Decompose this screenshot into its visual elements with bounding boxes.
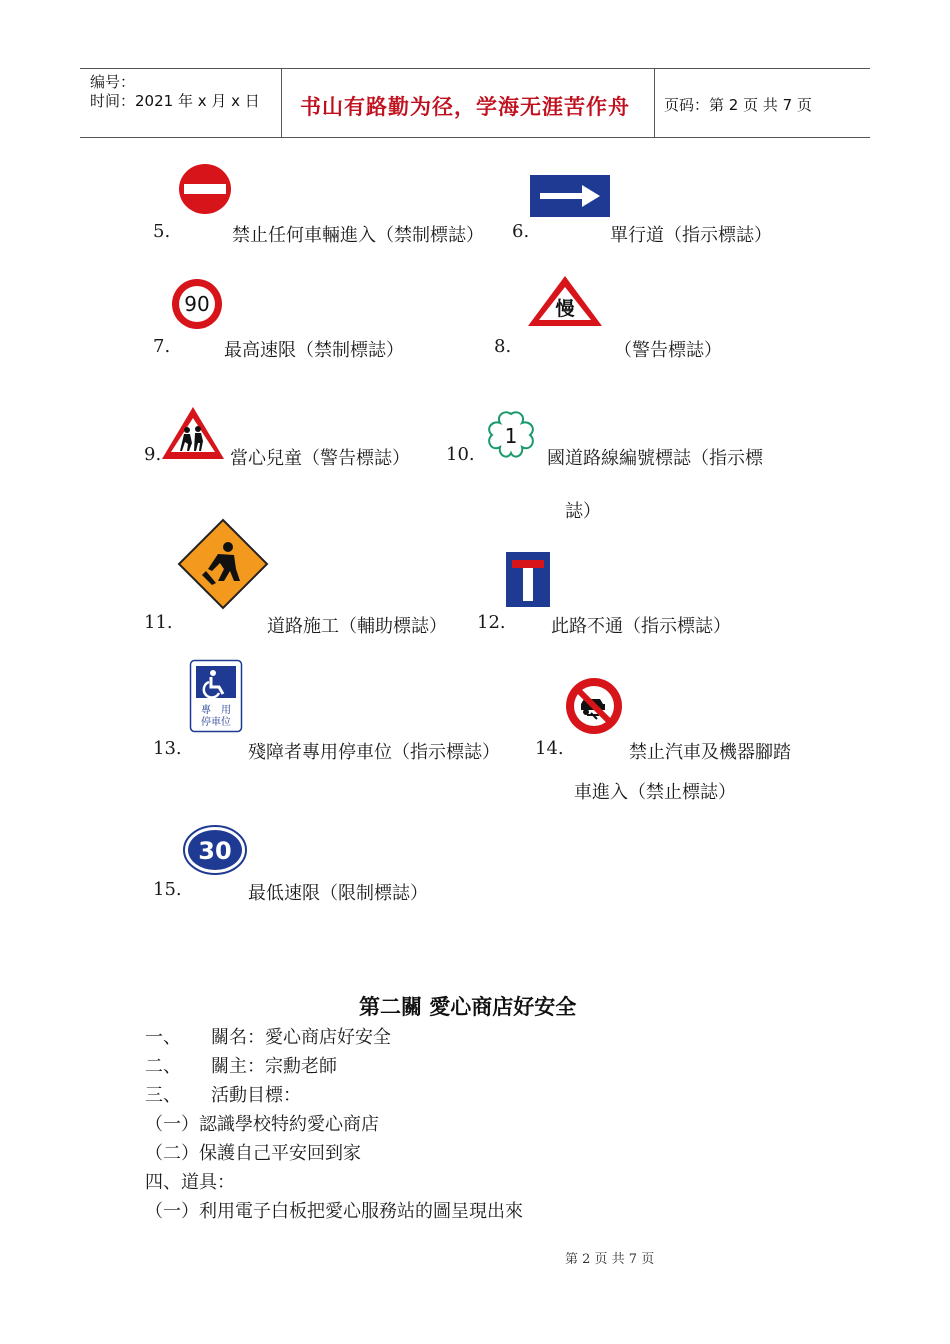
one-way-arrow-icon [530,175,610,217]
children-crossing-icon [160,405,226,461]
header-divider [281,69,282,137]
sign-number: 10. [446,444,475,465]
list-item: 關名：愛心商店好安全 [211,1027,391,1048]
sign-label: 禁止汽車及機器腳踏 [629,742,791,763]
slow-warning-icon [526,274,604,328]
header-divider [654,69,655,137]
list-item: （一）利用電子白板把愛心服務站的圖呈現出來 [145,1201,523,1222]
page-info: 页码：第 2 页 共 7 页 [664,96,812,114]
no-vehicles-icon [565,677,623,735]
date-label: 时间：2021 年 x 月 x 日 [90,92,260,110]
list-item: 活動目標： [211,1085,301,1106]
sign-number: 7. [153,336,171,357]
sign-label: 禁止任何車輛進入（禁制標誌） [232,225,484,246]
list-item: （二）保護自己平安回到家 [145,1143,361,1164]
sign-number: 15. [153,879,182,900]
sign-number: 12. [477,612,506,633]
sign-label-continued: 車進入（禁止標誌） [574,782,736,803]
svg-text:停車位: 停車位 [201,717,231,728]
sign-number: 8. [494,336,512,357]
list-item: 四、道具： [145,1172,235,1193]
svg-text:30: 30 [198,837,232,865]
list-item: 關主：宗勳老師 [211,1056,337,1077]
no-entry-icon [178,163,232,215]
list-item-prefix: 二、 [145,1056,181,1077]
list-item: （一）認識學校特約愛心商店 [145,1114,379,1135]
sign-label: 當心兒童（警告標誌） [230,448,410,469]
speed-limit-90-icon [171,278,223,330]
sign-label: 此路不通（指示標誌） [551,616,731,637]
sign-label: 最高速限（禁制標誌） [224,340,404,361]
section-title: 第二關 愛心商店好安全 [359,994,577,1019]
dead-end-icon [506,552,550,607]
national-route-flower-icon [484,410,538,460]
sign-label: 國道路線編號標誌（指示標 [547,448,763,469]
sign-number: 11. [144,612,173,633]
sign-label: 道路施工（輔助標誌） [267,616,447,637]
sign-number: 14. [535,738,564,759]
sign-number: 6. [512,221,530,242]
sign-label: （警告標誌） [614,340,722,361]
sign-label: 最低速限（限制標誌） [248,883,428,904]
sign-number: 9. [144,444,162,465]
minimum-speed-30-icon [183,825,247,875]
list-item-prefix: 三、 [145,1085,181,1106]
sign-number: 5. [153,221,171,242]
road-work-icon [178,519,268,609]
svg-text:慢: 慢 [555,298,575,320]
sign-label: 單行道（指示標誌） [610,225,772,246]
sign-label-continued: 誌） [565,501,601,522]
sign-label: 殘障者專用停車位（指示標誌） [248,742,500,763]
sign-number: 13. [153,738,182,759]
svg-text:90: 90 [184,292,210,316]
header-motto: 书山有路勤为径，学海无涯苦作舟 [300,95,630,119]
svg-text:專 用: 專 用 [201,705,231,716]
list-item-prefix: 一、 [145,1027,181,1048]
page-footer: 第 2 页 共 7 页 [565,1252,655,1267]
serial-label: 编号： [90,73,136,91]
accessible-parking-icon [190,660,242,732]
svg-text:1: 1 [504,424,518,448]
